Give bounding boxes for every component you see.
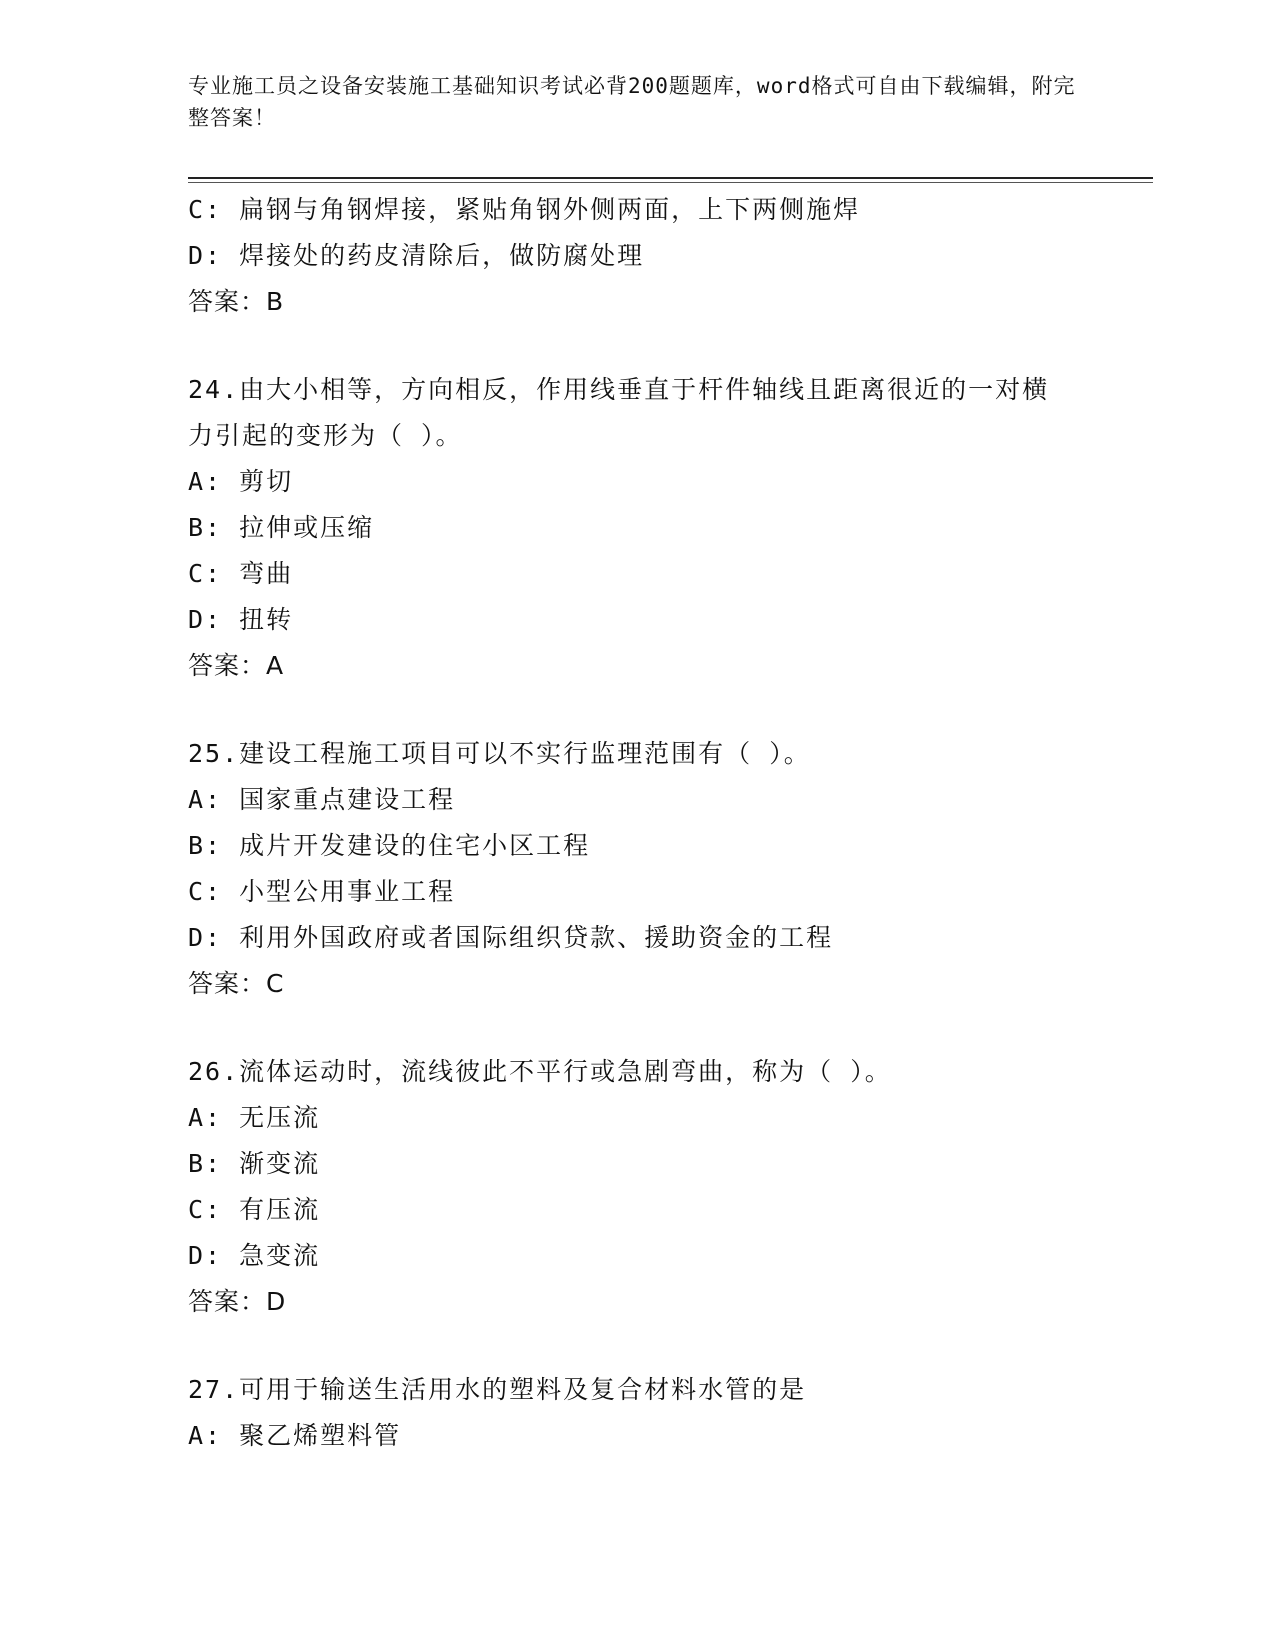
option-d: D: 急变流 [188,1241,321,1270]
answer-line: 答案：D [188,1287,287,1316]
question-block-25 [188,731,1108,1007]
page-header [188,70,1088,134]
header-divider-thick [188,177,1153,179]
option-a: A: 聚乙烯塑料管 [188,1421,402,1450]
option-a: A: 无压流 [188,1103,321,1132]
header-divider-thin [188,182,1153,183]
question-title: 27.可用于输送生活用水的塑料及复合材料水管的是 [188,1375,807,1404]
option-c: C: 弯曲 [188,559,294,588]
question-block-partial [188,187,1108,325]
option-c: C: 小型公用事业工程 [188,877,456,906]
option-d: D: 扭转 [188,605,294,634]
question-title: 25.建设工程施工项目可以不实行监理范围有（ ）。 [188,739,811,768]
option-b: B: 渐变流 [188,1149,321,1178]
answer-line: 答案：C [188,969,285,998]
question-block-27 [188,1367,1108,1459]
document-title: 专业施工员之设备安装施工基础知识考试必背200题题库，word格式可自由下载编辑，附完整答案！ [188,74,1076,130]
option-d: D: 焊接处的药皮清除后，做防腐处理 [188,241,645,270]
question-list [188,187,1108,1459]
option-d: D: 利用外国政府或者国际组织贷款、援助资金的工程 [188,923,834,952]
option-c: C: 扁钢与角钢焊接，紧贴角钢外侧两面，上下两侧施焊 [188,195,861,224]
option-a: A: 国家重点建设工程 [188,785,456,814]
question-block-26 [188,1049,1108,1325]
answer-line: 答案：B [188,287,285,316]
option-a: A: 剪切 [188,467,294,496]
option-b: B: 成片开发建设的住宅小区工程 [188,831,591,860]
question-block-24 [188,367,1108,689]
answer-line: 答案：A [188,651,285,680]
option-b: B: 拉伸或压缩 [188,513,375,542]
question-title: 24.由大小相等，方向相反，作用线垂直于杆件轴线且距离很近的一对横力引起的变形为（ ）。 [188,375,1050,450]
option-c: C: 有压流 [188,1195,321,1224]
question-title: 26.流体运动时，流线彼此不平行或急剧弯曲，称为（ ）。 [188,1057,892,1086]
